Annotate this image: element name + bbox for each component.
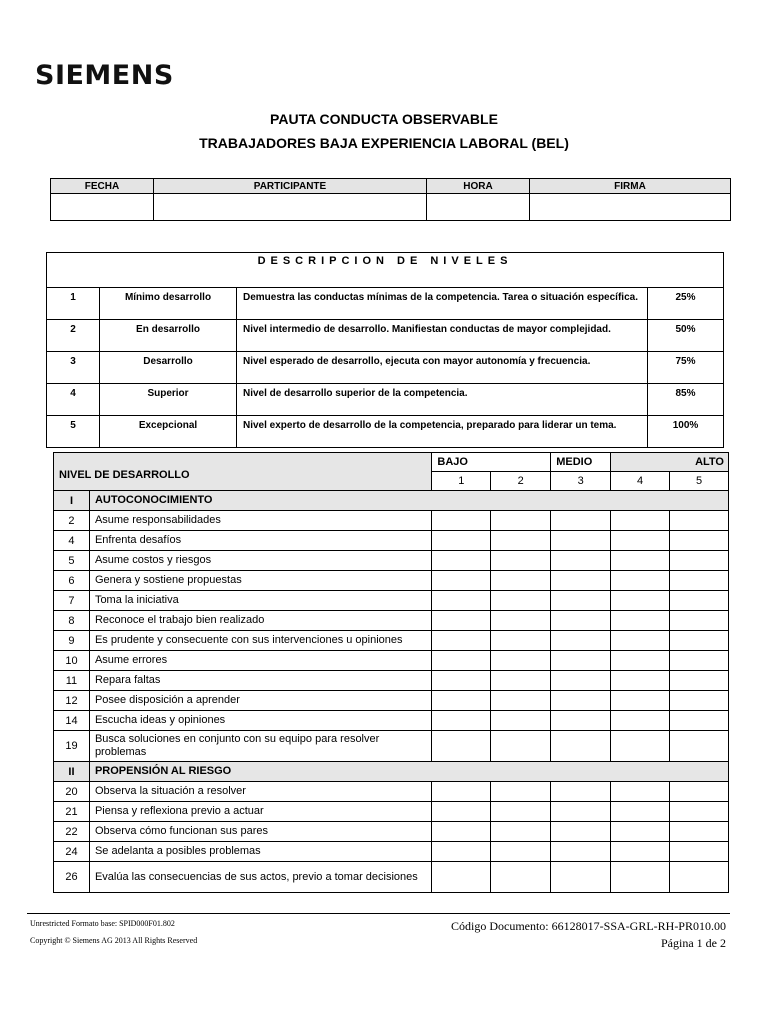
score-cell-1[interactable] [432, 842, 491, 862]
score-cell-4[interactable] [611, 862, 670, 893]
behavior-row [54, 671, 729, 691]
score-cell-3[interactable] [551, 591, 611, 611]
behavior-number: 26 [54, 862, 90, 893]
behavior-number: 21 [54, 802, 90, 822]
level-medio: MEDIO [551, 453, 611, 472]
score-cell-3[interactable] [551, 671, 611, 691]
score-cell-4[interactable] [611, 782, 670, 802]
behavior-text: Toma la iniciativa [89, 591, 431, 611]
behavior-row [54, 731, 729, 762]
score-cell-5[interactable] [670, 651, 729, 671]
behavior-text: Genera y sostiene propuestas [89, 571, 431, 591]
score-cell-5[interactable] [670, 862, 729, 893]
score-cell-5[interactable] [670, 511, 729, 531]
score-cell-5[interactable] [670, 671, 729, 691]
scale-3: 3 [551, 472, 611, 491]
score-cell-2[interactable] [491, 862, 551, 893]
behavior-number: 10 [54, 651, 90, 671]
score-cell-2[interactable] [491, 611, 551, 631]
score-cell-2[interactable] [491, 802, 551, 822]
score-cell-4[interactable] [611, 842, 670, 862]
score-cell-1[interactable] [432, 782, 491, 802]
score-cell-1[interactable] [432, 531, 491, 551]
behavior-number: 6 [54, 571, 90, 591]
score-cell-5[interactable] [670, 711, 729, 731]
score-cell-4[interactable] [611, 551, 670, 571]
score-cell-5[interactable] [670, 531, 729, 551]
behavior-row [54, 822, 729, 842]
behavior-number: 14 [54, 711, 90, 731]
score-cell-3[interactable] [551, 571, 611, 591]
behavior-row [54, 691, 729, 711]
behavior-row [54, 842, 729, 862]
document-title: PAUTA CONDUCTA OBSERVABLE [270, 111, 498, 127]
score-cell-5[interactable] [670, 611, 729, 631]
behavior-text: Repara faltas [89, 671, 431, 691]
score-cell-5[interactable] [670, 571, 729, 591]
behavior-row [54, 511, 729, 531]
behavior-row [54, 862, 729, 893]
behavior-text: Se adelanta a posibles problemas [89, 842, 431, 862]
behavior-row [54, 591, 729, 611]
score-cell-1[interactable] [432, 822, 491, 842]
score-cell-5[interactable] [670, 731, 729, 762]
score-cell-1[interactable] [432, 571, 491, 591]
behavior-text: Reconoce el trabajo bien realizado [89, 611, 431, 631]
siemens-logo: SIEMENS [35, 60, 174, 91]
behavior-text: Asume errores [89, 651, 431, 671]
nivel-name: Excepcional [100, 416, 237, 448]
score-cell-3[interactable] [551, 611, 611, 631]
behavior-number: 7 [54, 591, 90, 611]
nivel-number: 4 [47, 384, 100, 416]
behavior-text: Observa la situación a resolver [89, 782, 431, 802]
score-cell-1[interactable] [432, 551, 491, 571]
nivel-description: Nivel esperado de desarrollo, ejecuta con mayor autonomía y frecuencia. [237, 352, 648, 384]
behavior-number: 12 [54, 691, 90, 711]
score-cell-5[interactable] [670, 822, 729, 842]
behavior-text: Es prudente y consecuente con sus intervenciones u opiniones [89, 631, 431, 651]
behavior-text: Asume responsabilidades [89, 511, 431, 531]
scale-2: 2 [491, 472, 551, 491]
footer-document-code: Código Documento: 66128017-SSA-GRL-RH-PR010.00 [450, 919, 726, 933]
score-cell-1[interactable] [432, 611, 491, 631]
behavior-number: 20 [54, 782, 90, 802]
behavior-text: Piensa y reflexiona previo a actuar [89, 802, 431, 822]
section-row [54, 762, 729, 782]
nivel-de-desarrollo-header: NIVEL DE DESARROLLO [54, 453, 432, 491]
hora-header: HORA [427, 179, 530, 194]
score-cell-4[interactable] [611, 531, 670, 551]
nivel-row [47, 288, 724, 320]
behavior-row [54, 711, 729, 731]
nivel-percentage: 25% [648, 288, 724, 320]
nivel-row [47, 384, 724, 416]
score-cell-1[interactable] [432, 862, 491, 893]
footer-page-number: Página 1 de 2 [661, 936, 726, 950]
score-cell-3[interactable] [551, 691, 611, 711]
score-cell-1[interactable] [432, 511, 491, 531]
score-cell-4[interactable] [611, 571, 670, 591]
fecha-field[interactable] [51, 194, 154, 221]
section-row [54, 491, 729, 511]
behavior-row [54, 531, 729, 551]
behavior-number: 8 [54, 611, 90, 631]
score-cell-4[interactable] [611, 822, 670, 842]
score-cell-3[interactable] [551, 842, 611, 862]
nivel-percentage: 85% [648, 384, 724, 416]
behavior-row [54, 651, 729, 671]
score-cell-4[interactable] [611, 802, 670, 822]
nivel-row [47, 320, 724, 352]
behavior-number: 11 [54, 671, 90, 691]
score-cell-5[interactable] [670, 842, 729, 862]
score-cell-3[interactable] [551, 862, 611, 893]
score-cell-3[interactable] [551, 802, 611, 822]
score-cell-2[interactable] [491, 782, 551, 802]
score-cell-4[interactable] [611, 651, 670, 671]
participante-header: PARTICIPANTE [154, 179, 427, 194]
niveles-table [46, 252, 724, 448]
nivel-name: Superior [100, 384, 237, 416]
score-cell-2[interactable] [491, 691, 551, 711]
score-cell-4[interactable] [611, 691, 670, 711]
nivel-row [47, 416, 724, 448]
score-cell-3[interactable] [551, 822, 611, 842]
hora-field[interactable] [427, 194, 530, 221]
score-cell-5[interactable] [670, 551, 729, 571]
score-cell-2[interactable] [491, 551, 551, 571]
score-cell-2[interactable] [491, 671, 551, 691]
score-cell-2[interactable] [491, 531, 551, 551]
scale-5: 5 [670, 472, 729, 491]
score-cell-2[interactable] [491, 822, 551, 842]
behavior-number: 4 [54, 531, 90, 551]
evaluation-table [53, 452, 729, 893]
score-cell-3[interactable] [551, 531, 611, 551]
score-cell-3[interactable] [551, 651, 611, 671]
level-alto: ALTO [611, 453, 729, 472]
level-bajo: BAJO [432, 453, 551, 472]
section-number: I [54, 491, 90, 511]
behavior-number: 2 [54, 511, 90, 531]
nivel-description: Demuestra las conductas mínimas de la competencia. Tarea o situación específica. [237, 288, 648, 320]
behavior-row [54, 782, 729, 802]
behavior-number: 5 [54, 551, 90, 571]
score-cell-5[interactable] [670, 782, 729, 802]
document-subtitle: TRABAJADORES BAJA EXPERIENCIA LABORAL (BEL) [199, 135, 569, 151]
score-cell-1[interactable] [432, 671, 491, 691]
score-cell-3[interactable] [551, 711, 611, 731]
behavior-row [54, 631, 729, 651]
score-cell-1[interactable] [432, 631, 491, 651]
behavior-number: 24 [54, 842, 90, 862]
score-cell-4[interactable] [611, 511, 670, 531]
score-cell-2[interactable] [491, 842, 551, 862]
score-cell-5[interactable] [670, 691, 729, 711]
scale-4: 4 [611, 472, 670, 491]
behavior-text: Evalúa las consecuencias de sus actos, previo a tomar decisiones [89, 862, 431, 893]
score-cell-4[interactable] [611, 631, 670, 651]
nivel-percentage: 100% [648, 416, 724, 448]
score-cell-1[interactable] [432, 691, 491, 711]
nivel-row [47, 352, 724, 384]
nivel-description: Nivel de desarrollo superior de la competencia. [237, 384, 648, 416]
score-cell-1[interactable] [432, 802, 491, 822]
behavior-number: 19 [54, 731, 90, 762]
score-cell-5[interactable] [670, 802, 729, 822]
score-cell-2[interactable] [491, 571, 551, 591]
behavior-text: Asume costos y riesgos [89, 551, 431, 571]
score-cell-3[interactable] [551, 731, 611, 762]
nivel-description: Nivel experto de desarrollo de la competencia, preparado para liderar un tema. [237, 416, 648, 448]
score-cell-3[interactable] [551, 511, 611, 531]
firma-header: FIRMA [530, 179, 731, 194]
behavior-row [54, 802, 729, 822]
score-cell-2[interactable] [491, 591, 551, 611]
behavior-row [54, 611, 729, 631]
behavior-number: 22 [54, 822, 90, 842]
score-cell-4[interactable] [611, 611, 670, 631]
behavior-text: Observa cómo funcionan sus pares [89, 822, 431, 842]
scale-1: 1 [432, 472, 491, 491]
behavior-text: Busca soluciones en conjunto con su equipo para resolver problemas [89, 731, 431, 762]
score-cell-4[interactable] [611, 731, 670, 762]
niveles-caption: DESCRIPCION DE NIVELES [47, 253, 724, 288]
footer-copyright: Copyright © Siemens AG 2013 All Rights Reserved [30, 936, 198, 945]
nivel-name: Desarrollo [100, 352, 237, 384]
nivel-percentage: 50% [648, 320, 724, 352]
behavior-number: 9 [54, 631, 90, 651]
score-cell-2[interactable] [491, 731, 551, 762]
score-cell-3[interactable] [551, 631, 611, 651]
nivel-description: Nivel intermedio de desarrollo. Manifiestan conductas de mayor complejidad. [237, 320, 648, 352]
score-cell-1[interactable] [432, 731, 491, 762]
behavior-text: Enfrenta desafíos [89, 531, 431, 551]
footer-format: Unrestricted Formato base: SPID000F01.802 [30, 919, 175, 928]
nivel-number: 2 [47, 320, 100, 352]
score-cell-3[interactable] [551, 782, 611, 802]
section-number: II [54, 762, 90, 782]
fecha-header: FECHA [51, 179, 154, 194]
score-cell-2[interactable] [491, 511, 551, 531]
behavior-row [54, 571, 729, 591]
nivel-name: Mínimo desarrollo [100, 288, 237, 320]
score-cell-5[interactable] [670, 631, 729, 651]
nivel-name: En desarrollo [100, 320, 237, 352]
nivel-number: 1 [47, 288, 100, 320]
score-cell-1[interactable] [432, 651, 491, 671]
nivel-number: 5 [47, 416, 100, 448]
score-cell-4[interactable] [611, 711, 670, 731]
participant-header-table [50, 178, 731, 221]
behavior-text: Escucha ideas y opiniones [89, 711, 431, 731]
footer-divider [27, 913, 730, 914]
score-cell-4[interactable] [611, 591, 670, 611]
section-title: AUTOCONOCIMIENTO [89, 491, 728, 511]
score-cell-2[interactable] [491, 651, 551, 671]
nivel-number: 3 [47, 352, 100, 384]
score-cell-1[interactable] [432, 591, 491, 611]
nivel-percentage: 75% [648, 352, 724, 384]
firma-field[interactable] [530, 194, 731, 221]
score-cell-5[interactable] [670, 591, 729, 611]
score-cell-2[interactable] [491, 711, 551, 731]
score-cell-3[interactable] [551, 551, 611, 571]
score-cell-2[interactable] [491, 631, 551, 651]
behavior-text: Posee disposición a aprender [89, 691, 431, 711]
score-cell-1[interactable] [432, 711, 491, 731]
behavior-row [54, 551, 729, 571]
section-title: PROPENSIÓN AL RIESGO [89, 762, 728, 782]
participante-field[interactable] [154, 194, 427, 221]
score-cell-4[interactable] [611, 671, 670, 691]
